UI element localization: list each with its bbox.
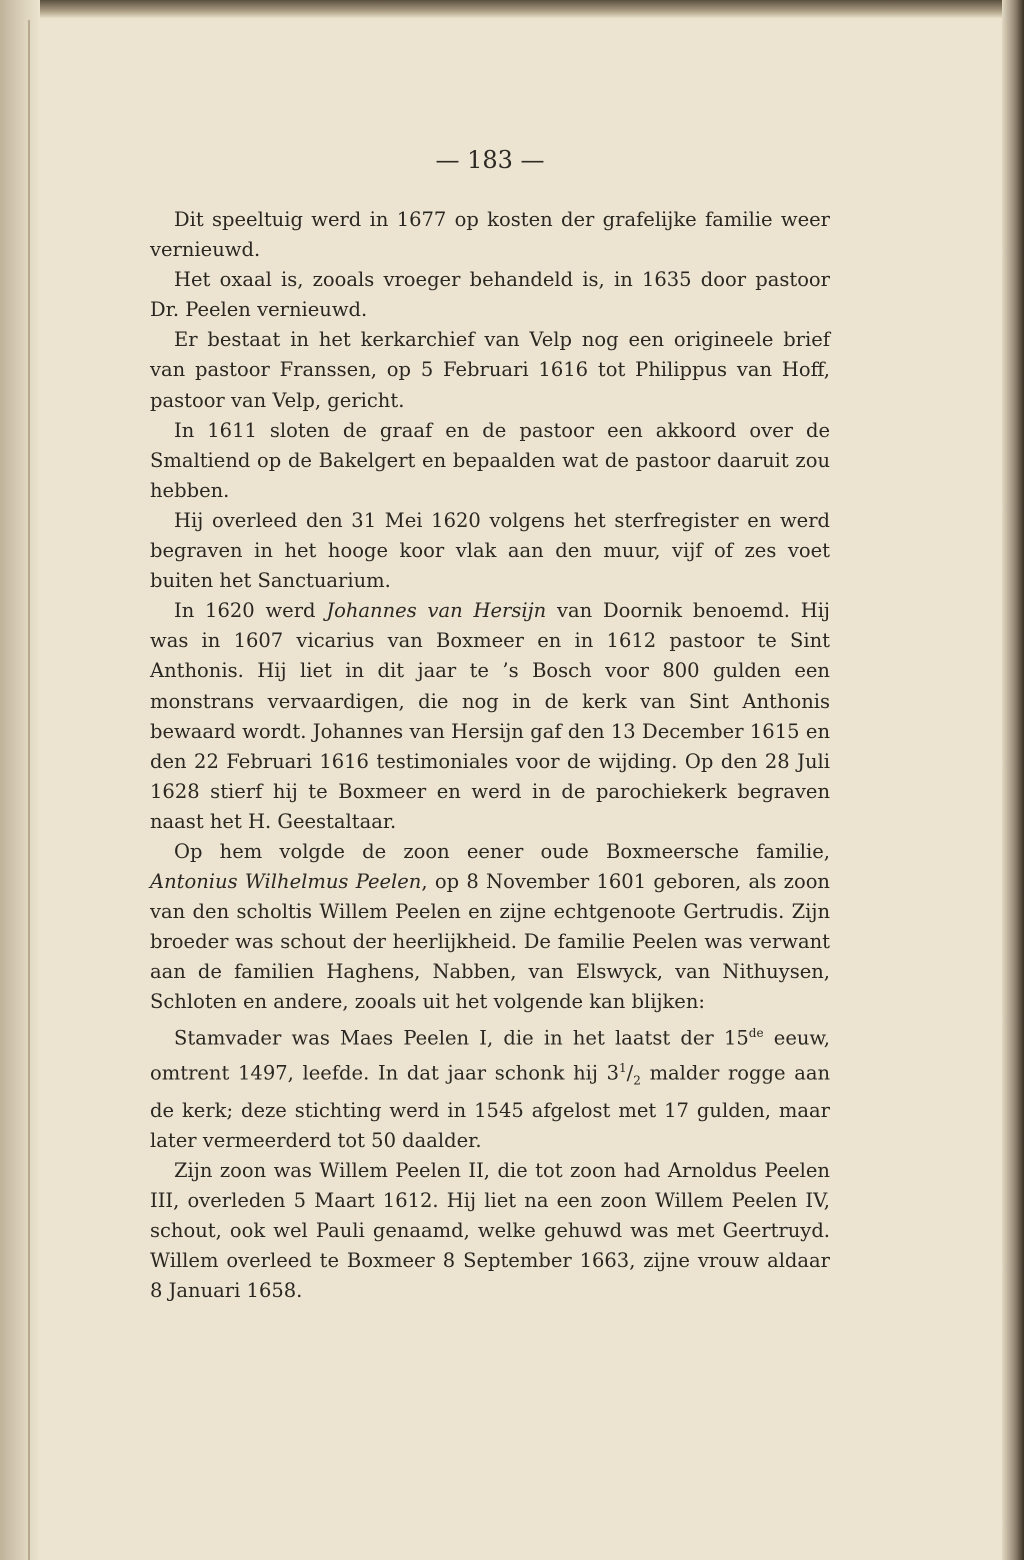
text-run: , op 8 November 1601 geboren, als zoon van den scholtis Willem Peelen en zijne echtgenoote Gertrudis. Zijn broeder was schout der heerlijkheid. De familie Peelen was verwant aan de familien Haghens, Nabben, van Elswyck, van Nithuysen, Schloten en andere, zooals uit het volgende kan blijken: xyxy=(150,870,830,1014)
page-spine-line xyxy=(28,20,30,1560)
paragraph xyxy=(150,265,830,325)
paragraph xyxy=(150,205,830,265)
text-run: Er bestaat in het kerkarchief van Velp nog een origineele brief van pastoor Franssen, op 5 Februari 1616 tot Philippus van Hoff, pastoor van Velp, gericht. xyxy=(150,328,830,412)
text-run: van Doornik benoemd. Hij was in 1607 vicarius van Boxmeer en in 1612 pastoor te Sint Anthonis. Hij liet in dit jaar te ’s Bosch voor 800 gulden een monstrans vervaardigen, die nog in de kerk van Sint Anthonis bewaard wordt. Johannes van Hersijn gaf den 13 December 1615 en den 22 Februari 1616 testimoniales voor de wijding. Op den 28 Juli 1628 stierf hij te Boxmeer en werd in de parochiekerk begraven naast het H. Geestaltaar. xyxy=(150,599,830,833)
text-run: malder rogge aan de kerk; deze stichting werd in 1545 afgelost met 17 gulden, maar later vermeerderd tot 50 daalder. xyxy=(150,1061,831,1152)
paragraph xyxy=(150,325,830,415)
text-run: Op hem volgde de zoon eener oude Boxmeersche familie, xyxy=(174,839,830,863)
paragraph xyxy=(150,837,830,1018)
text-run: de xyxy=(748,1025,764,1040)
text-run: Hij overleed den 31 Mei 1620 volgens het sterfregister en werd begraven in het hooge koor vlak aan den muur, vijf of zes voet buiten het Sanctuarium. xyxy=(150,508,830,593)
italic-name: Johannes van Hersijn xyxy=(326,599,547,623)
italic-name: Antonius Wilhelmus Peelen xyxy=(150,870,422,894)
text-run: eeuw, omtrent 1497, leefde. In dat jaar schonk hij 3 xyxy=(150,1026,830,1085)
page-top-shadow xyxy=(0,0,1024,18)
paragraph xyxy=(150,1018,830,1156)
text-run: In 1611 sloten de graaf en de pastoor een akkoord over de Smaltiend op de Bakelgert en bepaalden wat de pastoor daaruit zou hebben. xyxy=(150,418,830,502)
paragraph xyxy=(150,506,830,596)
text-run: Het oxaal is, zooals vroeger behandeld is, in 1635 door pastoor Dr. Peelen vernieuwd. xyxy=(150,268,830,322)
paragraph xyxy=(150,416,830,506)
text-run: Zijn zoon was Willem Peelen II, die tot zoon had Arnoldus Peelen III, overleden 5 Maart 1612. Hij liet na een zoon Willem Peelen IV, schout, ook wel Pauli genaamd, welke gehuwd was met Geertruyd. Willem overleed te Boxmeer 8 September 1663, zijne vrouw aldaar 8 Januari 1658. xyxy=(150,1158,830,1303)
text-run: 1 xyxy=(619,1061,627,1076)
page-gutter-shadow xyxy=(0,0,40,1560)
text-run: / xyxy=(626,1061,634,1085)
body-text xyxy=(150,205,830,1306)
paragraph xyxy=(150,1156,830,1306)
page-right-edge xyxy=(1002,0,1024,1560)
text-run: Stamvader was Maes Peelen I, die in het laatst der 15 xyxy=(174,1026,749,1050)
text-run: Dit speeltuig werd in 1677 op kosten der grafelijke familie weer vernieuwd. xyxy=(150,208,830,262)
page-number: — 183 — xyxy=(435,146,545,174)
text-run: 2 xyxy=(633,1073,641,1088)
paragraph xyxy=(150,596,830,837)
text-run: In 1620 werd xyxy=(174,599,327,623)
